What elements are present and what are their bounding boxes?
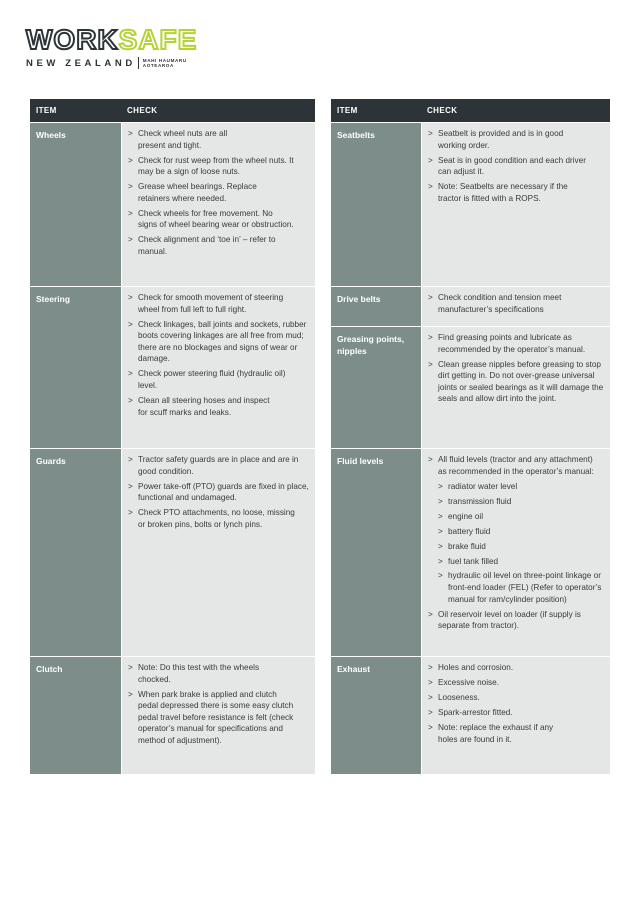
header-item: ITEM bbox=[36, 106, 57, 115]
check-bullet: > Tractor safety guards are in place and are in good condition. bbox=[128, 455, 299, 476]
table-row-steering bbox=[30, 286, 315, 448]
check-subbullet: > transmission fluid bbox=[438, 496, 512, 506]
logo-divider bbox=[138, 57, 139, 69]
header-item: ITEM bbox=[337, 106, 358, 115]
check-subbullet: > battery fluid bbox=[438, 526, 491, 536]
check-subbullet: > radiator water level bbox=[438, 481, 518, 491]
item-label: Greasing points, nipples bbox=[331, 327, 421, 448]
check-bullet: > Check wheel nuts are all present and tight. bbox=[128, 129, 228, 150]
check-bullet: > Check wheels for free movement. No signs of wheel bearing wear or obstruction. bbox=[128, 208, 294, 230]
check-bullet: > Spark-arrestor fitted. bbox=[428, 707, 513, 717]
check-bullet: > All fluid levels (tractor and any attachment) as recommended in the operator’s manual: bbox=[428, 455, 594, 476]
table-row-clutch bbox=[30, 656, 315, 774]
logo-subtitle: NEW ZEALAND bbox=[26, 57, 136, 69]
check-subbullet: > engine oil bbox=[438, 511, 484, 521]
item-label: Fluid levels bbox=[331, 449, 421, 656]
check-bullet: > Clean all steering hoses and inspect for scuff marks and leaks. bbox=[128, 395, 270, 417]
check-bullet: > Check linkages, ball joints and sockets, rubber boots covering linkages are all free from mud; there are no blockages and signs of wear or damage. bbox=[128, 319, 307, 364]
item-label: Guards bbox=[30, 449, 121, 656]
check-bullet: > Check PTO attachments, no loose, missing or broken pins, bolts or lynch pins. bbox=[128, 508, 295, 529]
logo-work: WORK bbox=[26, 24, 119, 55]
check-list bbox=[421, 123, 610, 286]
logo-wordmark bbox=[26, 26, 216, 54]
check-bullet: > When park brake is applied and clutch pedal depressed there is some easy clutch pedal travel before resistance is felt (check operator’s manual for specifications and method of adjustment). bbox=[128, 689, 294, 745]
check-bullet: > Grease wheel bearings. Replace retainers where needed. bbox=[128, 182, 257, 203]
check-bullet: > Holes and corrosion. bbox=[428, 663, 514, 672]
logo-maori: MAHI HAUMARU AOTEAROA bbox=[142, 58, 187, 68]
table-header bbox=[30, 99, 315, 122]
check-bullet: > Check power steering fluid (hydraulic oil) level. bbox=[128, 369, 286, 390]
table-row-exhaust bbox=[331, 656, 610, 774]
check-list bbox=[421, 657, 610, 774]
item-label: Steering bbox=[30, 287, 121, 448]
check-bullet: > Note: Do this test with the wheels chocked. bbox=[128, 663, 260, 684]
table-row-wheels bbox=[30, 122, 315, 286]
logo-safe: SAFE bbox=[118, 24, 198, 55]
check-list bbox=[121, 287, 315, 448]
check-bullet: > Check condition and tension meet manufacturer’s specifications bbox=[428, 293, 562, 314]
check-list bbox=[121, 123, 315, 286]
check-bullet: > Note: Seatbelts are necessary if the tractor is fitted with a ROPS. bbox=[428, 182, 568, 203]
item-label: Wheels bbox=[30, 123, 121, 286]
item-label: Seatbelts bbox=[331, 123, 421, 286]
check-bullet: > Check alignment and ‘toe in’ – refer to manual. bbox=[128, 235, 276, 256]
table-row-drive-belts bbox=[331, 286, 610, 326]
header-check: CHECK bbox=[127, 106, 158, 115]
item-label: Clutch bbox=[30, 657, 121, 774]
check-bullet: > Note: replace the exhaust if any holes are found in it. bbox=[428, 722, 554, 744]
check-list bbox=[121, 449, 315, 656]
item-label: Drive belts bbox=[331, 287, 421, 326]
check-list bbox=[421, 327, 610, 448]
check-subbullet: > hydraulic oil level on three-point linkage or front-end loader (FEL) (Refer to operator’s manual for ram/cylinder position) bbox=[438, 571, 602, 604]
table-row-seatbelts bbox=[331, 122, 610, 286]
check-subbullet: > brake fluid bbox=[438, 541, 486, 551]
check-list bbox=[421, 449, 610, 656]
check-bullet: > Looseness. bbox=[428, 692, 480, 702]
worksafe-logo bbox=[26, 26, 216, 72]
table-header bbox=[331, 99, 610, 122]
right-table bbox=[331, 99, 610, 774]
check-bullet: > Check for smooth movement of steering wheel from full left to full right. bbox=[128, 293, 284, 314]
check-list bbox=[421, 287, 610, 326]
check-bullet: > Seatbelt is provided and is in good working order. bbox=[428, 129, 564, 150]
table-row-greasing-points bbox=[331, 326, 610, 448]
check-bullet: > Oil reservoir level on loader (if supply is separate from tractor). bbox=[428, 609, 581, 631]
check-list bbox=[121, 657, 315, 774]
table-row-guards bbox=[30, 448, 315, 656]
check-bullet: > Excessive noise. bbox=[428, 677, 499, 687]
table-row-fluid-levels bbox=[331, 448, 610, 656]
check-bullet: > Clean grease nipples before greasing to stop dirt getting in. Do not over-grease universal joints or sealed bearings as it will damage the seals and allow dirt into the joint. bbox=[428, 359, 604, 404]
left-table bbox=[30, 99, 315, 774]
check-bullet: > Find greasing points and lubricate as recommended by the operator’s manual. bbox=[428, 333, 586, 354]
check-bullet: > Seat is in good condition and each driver can adjust it. bbox=[428, 155, 586, 177]
check-subbullet: > fuel tank filled bbox=[438, 556, 499, 566]
check-bullet: > Power take-off (PTO) guards are fixed in place, functional and undamaged. bbox=[128, 481, 309, 503]
header-check: CHECK bbox=[427, 106, 458, 115]
item-label: Exhaust bbox=[331, 657, 421, 774]
check-bullet: > Check for rust weep from the wheel nuts. It may be a sign of loose nuts. bbox=[128, 155, 294, 177]
